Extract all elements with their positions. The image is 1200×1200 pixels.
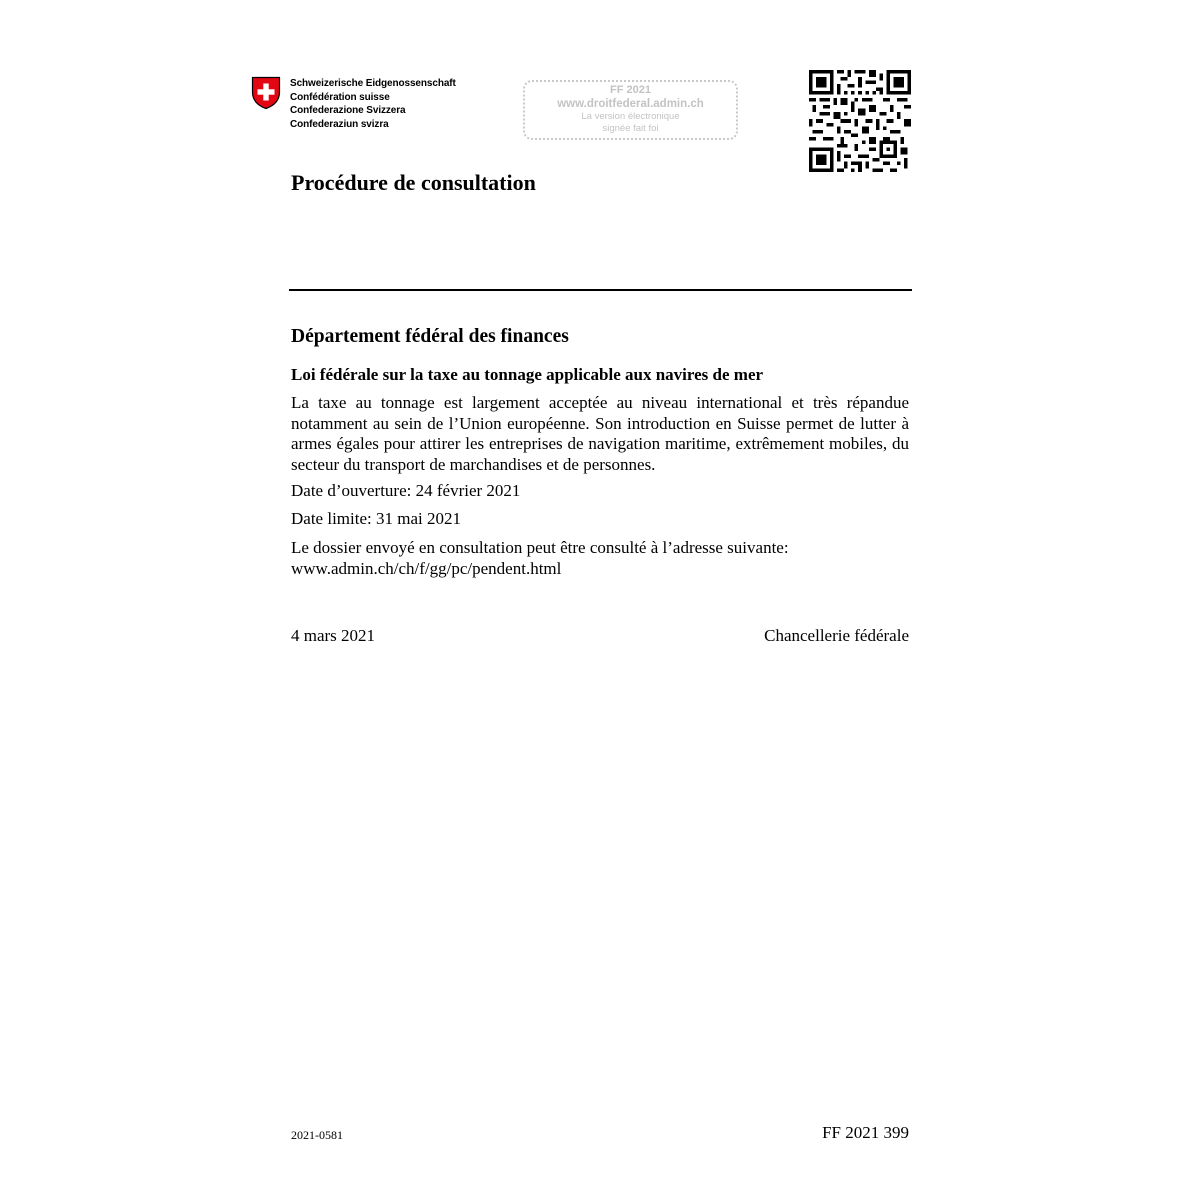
stamp-website: www.droitfederal.admin.ch [557,98,704,110]
confederation-name-it: Confederazione Svizzera [290,105,406,116]
confederation-name-rm: Confederaziun svizra [290,118,389,130]
stamp-note-line2: signée fait foi [602,122,659,134]
qr-code-icon [809,70,911,172]
publication-date: 4 mars 2021 [291,626,376,645]
document-title: Procédure de consultation [291,170,536,195]
swiss-coat-of-arms-icon [251,76,281,110]
dossier-text: Le dossier envoyé en consultation peut être consulté à l’adresse suivante: [291,538,789,557]
title-divider [289,289,912,291]
summary-paragraph: La taxe au tonnage est largement acceptée au niveau international et très répandue notamment au sein de l’Union européenne. Son introduction en Suisse permet de lutter à armes égales pour attirer les entreprises de navigation maritime, extrêmement mobiles, du secteur du transport de marchandises et de personnes. [291,393,909,474]
confederation-name-de: Schweizerische Eidgenossenschaft [290,78,456,89]
opening-date: Date d’ouverture: 24 février 2021 [291,481,521,500]
stamp-note-line1: La version électronique [581,111,680,122]
law-title: Loi fédérale sur la taxe au tonnage applicable aux navires de mer [291,365,764,384]
confederation-logo [251,76,456,131]
ff-reference: FF 2021 399 [822,1123,909,1142]
confederation-name-fr: Confédération suisse [290,91,390,103]
signature-stamp [523,80,738,140]
confederation-names [290,77,456,131]
deadline-date: Date limite: 31 mai 2021 [291,509,461,528]
reference-number: 2021-0581 [291,1128,343,1142]
stamp-ff-number: FF 2021 [610,84,651,96]
dossier-url[interactable]: www.admin.ch/ch/f/gg/pc/pendent.html [291,558,562,578]
dossier-info [291,538,909,579]
issuer-name: Chancellerie fédérale [764,626,909,645]
department-heading: Département fédéral des finances [291,326,569,347]
